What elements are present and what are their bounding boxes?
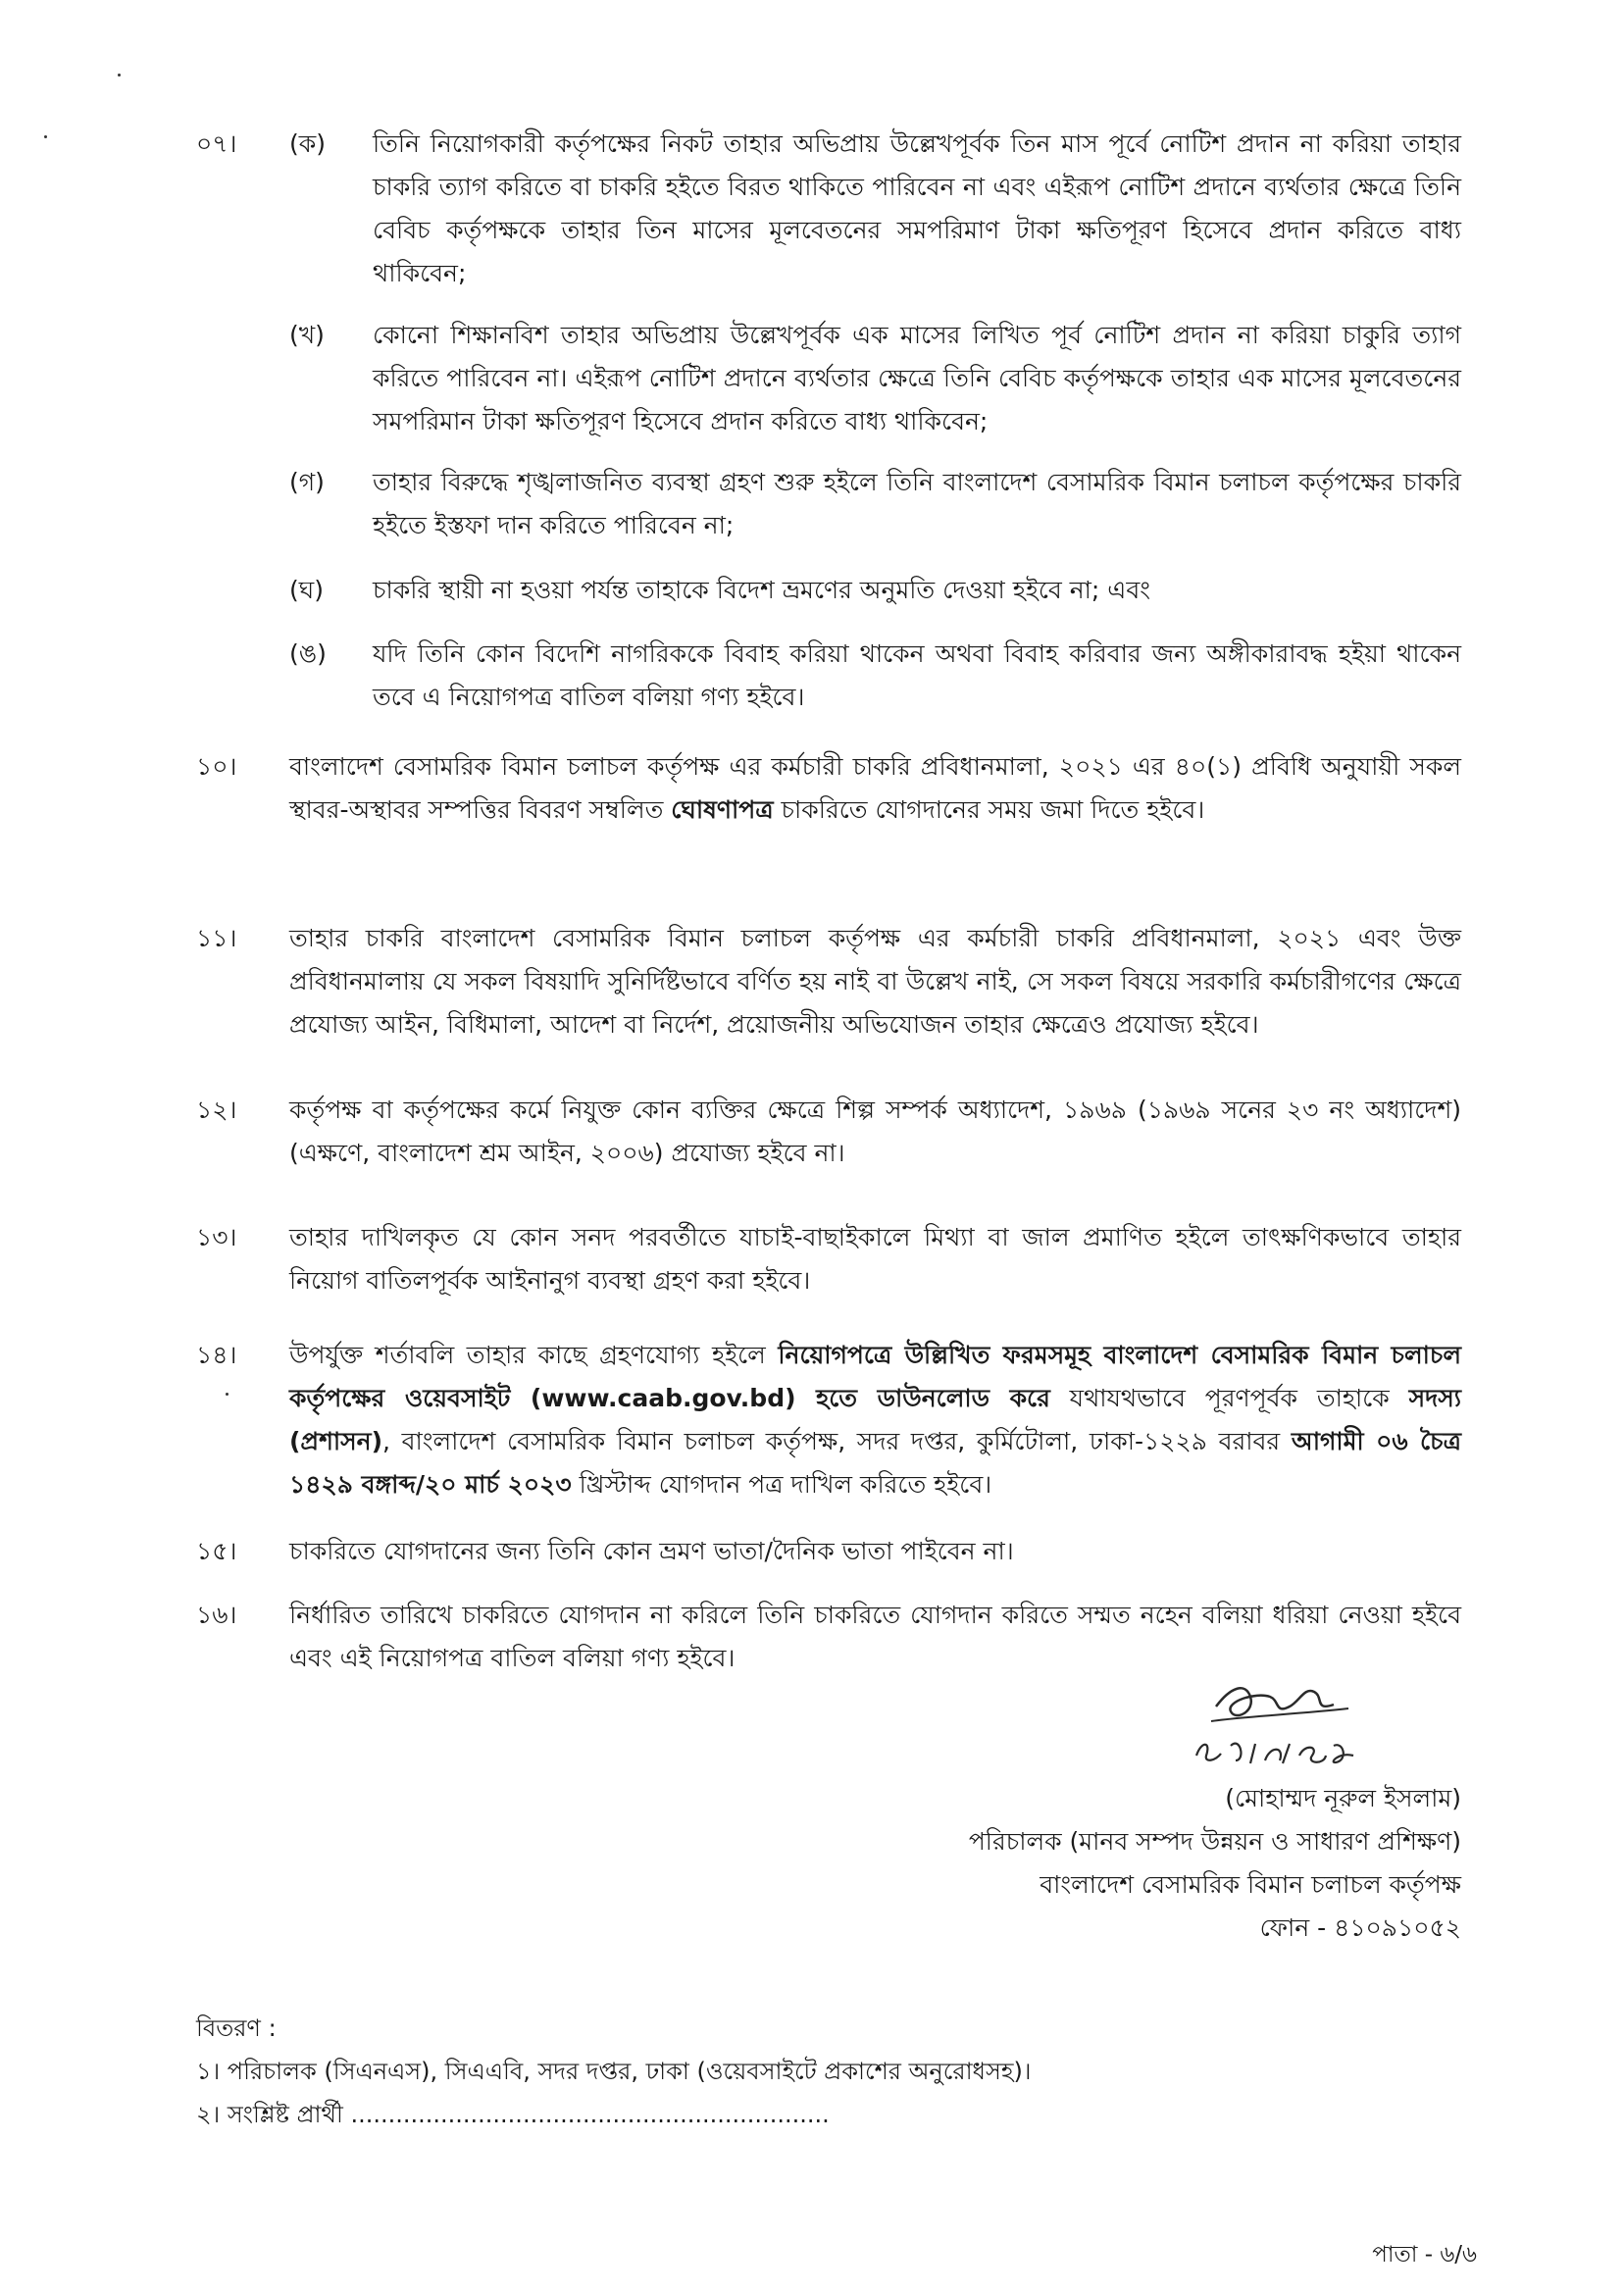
clause-text-part: বাংলাদেশ বেসামরিক বিমান চলাচল কর্তৃপক্ষ এর কর্মচারী চাকরি প্রবিধানমালা, ২০২১ এর ৪০(১) প্রবিধি অনুযায়ী সকল স্থাবর-অস্থাবর সম্পত্তির বিবরণ সম্বলিত <box>289 752 1461 824</box>
sub-label: (ক) <box>289 129 326 158</box>
sub-label: (গ) <box>289 468 325 496</box>
sub-label: (খ) <box>289 321 325 349</box>
distribution-item <box>196 2095 830 2134</box>
sub-text: তাহার বিরুদ্ধে শৃঙ্খলাজনিত ব্যবস্থা গ্রহণ শুরু হইলে তিনি বাংলাদেশ বেসামরিক বিমান চলাচল কর্তৃপক্ষের চাকরি হইতে ইস্তফা দান করিতে পারিবেন না; <box>373 468 1461 539</box>
distribution-item-text: পরিচালক (সিএনএস), সিএএবি, সদর দপ্তর, ঢাকা (ওয়েবসাইটে প্রকাশের অনুরোধসহ)। <box>227 2058 1032 2085</box>
sub-label: (ঙ) <box>289 639 327 668</box>
clause-15 <box>196 1530 1461 1573</box>
clause-number: ১২। <box>196 1096 237 1124</box>
clause-07-c <box>289 461 1461 547</box>
clause-text-part: যথাযথভাবে পূরণপূর্বক তাহাকে <box>1049 1384 1409 1412</box>
clause-07-a <box>289 123 1461 295</box>
signatory-phone: ফোন - ৪১০৯১০৫২ <box>1259 1913 1461 1942</box>
distribution-item-number: ১। <box>196 2058 221 2085</box>
clause-text-part: চাকরিতে যোগদানের সময় জমা দিতে হইবে। <box>773 795 1205 824</box>
clause-text-part: খ্রিস্টাব্দ যোগদান পত্র দাখিল করিতে হইবে। <box>571 1470 992 1499</box>
clause-14 <box>196 1334 1461 1506</box>
clause-number: ১৬। <box>196 1601 237 1629</box>
clause-text: কর্তৃপক্ষ বা কর্তৃপক্ষের কর্মে নিযুক্ত কোন ব্যক্তির ক্ষেত্রে শিল্প সম্পর্ক অধ্যাদেশ, ১৯৬৯ (১৯৬৯ সনের ২৩ নং অধ্যাদেশ) (এক্ষণে, বাংলাদেশ শ্রম আইন, ২০০৬) প্রযোজ্য হইবে না। <box>289 1096 1461 1167</box>
clause-number: ০৭। <box>196 129 237 158</box>
clause-text <box>289 1334 1461 1506</box>
clause-07-e <box>289 633 1461 719</box>
sub-text: তিনি নিয়োগকারী কর্তৃপক্ষের নিকট তাহার অভিপ্রায় উল্লেখপূর্বক তিন মাস পূর্বে নোটিশ প্রদান না করিয়া তাহার চাকরি ত্যাগ করিতে বা চাকরি হইতে বিরত থাকিতে পারিবেন না এবং এইরূপ নোটিশ প্রদানে ব্যর্থতার ক্ষেত্রে তিনি বেবিচ কর্তৃপক্ষকে তাহার তিন মাসের মূলবেতনের সমপরিমাণ টাকা ক্ষতিপূরণ হিসেবে প্রদান করিতে বাধ্য থাকিবেন; <box>373 129 1461 287</box>
signatory-designation: পরিচালক (মানব সম্পদ উন্নয়ন ও সাধারণ প্রশিক্ষণ) <box>968 1827 1461 1856</box>
clause-text-part: , বাংলাদেশ বেসামরিক বিমান চলাচল কর্তৃপক্ষ, সদর দপ্তর, কুর্মিটোলা, ঢাকা-১২২৯ বরাবর <box>382 1427 1292 1455</box>
clause-number: ১৫। <box>196 1537 237 1565</box>
signatory-name: (মোহাম্মদ নূরুল ইসলাম) <box>1225 1784 1461 1812</box>
clause-12 <box>196 1089 1461 1175</box>
clause-10 <box>196 745 1461 832</box>
clause-07-b <box>289 314 1461 443</box>
clause-number: ১৩। <box>196 1223 237 1251</box>
sub-text: কোনো শিক্ষানবিশ তাহার অভিপ্রায় উল্লেখপূর্বক এক মাসের লিখিত পূর্ব নোটিশ প্রদান না করিয়া চাকুরি ত্যাগ করিতে পারিবেন না। এইরূপ নোটিশ প্রদানে ব্যর্থতার ক্ষেত্রে তিনি বেবিচ কর্তৃপক্ষকে তাহার এক মাসের মূলবেতনের সমপরিমান টাকা ক্ষতিপূরণ হিসেবে প্রদান করিতে বাধ্য থাকিবেন; <box>373 321 1461 435</box>
joining-deadline: আগামী ০৬ চৈত্র ১৪২৯ বঙ্গাব্দ/২০ মার্চ ২০২৩ <box>289 1427 1462 1499</box>
signature-image <box>1177 1667 1373 1775</box>
clause-text: তাহার দাখিলকৃত যে কোন সনদ পরবর্তীতে যাচাই-বাছাইকালে মিথ্যা বা জাল প্রমাণিত হইলে তাৎক্ষণিকভাবে তাহার নিয়োগ বাতিলপূর্বক আইনানুগ ব্যবস্থা গ্রহণ করা হইবে। <box>289 1223 1461 1295</box>
clause-text: তাহার চাকরি বাংলাদেশ বেসামরিক বিমান চলাচল কর্তৃপক্ষ এর কর্মচারী চাকরি প্রবিধানমালা, ২০২১ এবং উক্ত প্রবিধানমালায় যে সকল বিষয়াদি সুনির্দিষ্টভাবে বর্ণিত হয় নাই বা উল্লেখ নাই, সে সকল বিষয়ে সরকারি কর্মচারীগণের ক্ষেত্রে প্রযোজ্য আইন, বিধিমালা, আদেশ বা নির্দেশ, প্রয়োজনীয় অভিযোজন তাহার ক্ষেত্রেও প্রযোজ্য হইবে। <box>289 924 1461 1039</box>
clause-text: চাকরিতে যোগদানের জন্য তিনি কোন ভ্রমণ ভাতা/দৈনিক ভাতা পাইবেন না। <box>289 1537 1014 1565</box>
declaration-term: ঘোষণাপত্র <box>671 795 774 824</box>
sub-label: (ঘ) <box>289 576 324 604</box>
sub-text: চাকরি স্থায়ী না হওয়া পর্যন্ত তাহাকে বিদেশ ভ্রমণের অনুমতি দেওয়া হইবে না; এবং <box>373 576 1150 604</box>
clause-text: নির্ধারিত তারিখে চাকরিতে যোগদান না করিলে তিনি চাকরিতে যোগদান করিতে সম্মত নহেন বলিয়া ধরিয়া নেওয়া হইবে এবং এই নিয়োগপত্র বাতিল বলিয়া গণ্য হইবে। <box>289 1601 1461 1672</box>
page-number: পাতা - ৬/৬ <box>1372 2242 1477 2268</box>
clause-11 <box>196 917 1461 1046</box>
sub-text: যদি তিনি কোন বিদেশি নাগরিককে বিবাহ করিয়া থাকেন অথবা বিবাহ করিবার জন্য অঙ্গীকারাবদ্ধ হইয়া থাকেন তবে এ নিয়োগপত্র বাতিল বলিয়া গণ্য হইবে। <box>373 639 1461 711</box>
clause-text-part: উপর্যুক্ত শর্তাবলি তাহার কাছে গ্রহণযোগ্য হইলে <box>289 1341 779 1369</box>
clause-07-d <box>289 569 1461 612</box>
clause-text <box>289 745 1461 832</box>
scan-speck <box>118 74 121 76</box>
scan-speck <box>44 135 47 138</box>
clause-number: ১০। <box>196 752 237 781</box>
website-instruction: নিয়োগপত্রে উল্লিখিত ফরমসমূহ বাংলাদেশ বেসামরিক বিমান চলাচল কর্তৃপক্ষের ওয়েবসাইট (www.caab.gov.bd) হতে ডাউনলোড করে <box>289 1341 1461 1412</box>
clause-number: ১১। <box>196 924 237 952</box>
clause-13 <box>196 1216 1461 1302</box>
distribution-item-number: ২। <box>196 2101 221 2128</box>
distribution-item <box>196 2052 1031 2091</box>
clause-number: ১৪। <box>196 1341 237 1369</box>
distribution-item-text: সংশ্লিষ্ট প্রার্থী ................................................................ <box>227 2101 830 2128</box>
signatory-organization: বাংলাদেশ বেসামরিক বিমান চলাচল কর্তৃপক্ষ <box>1040 1870 1461 1899</box>
recipient-title: সদস্য (প্রশাসন) <box>289 1384 1461 1455</box>
distribution-heading: বিতরণ : <box>196 2014 277 2042</box>
